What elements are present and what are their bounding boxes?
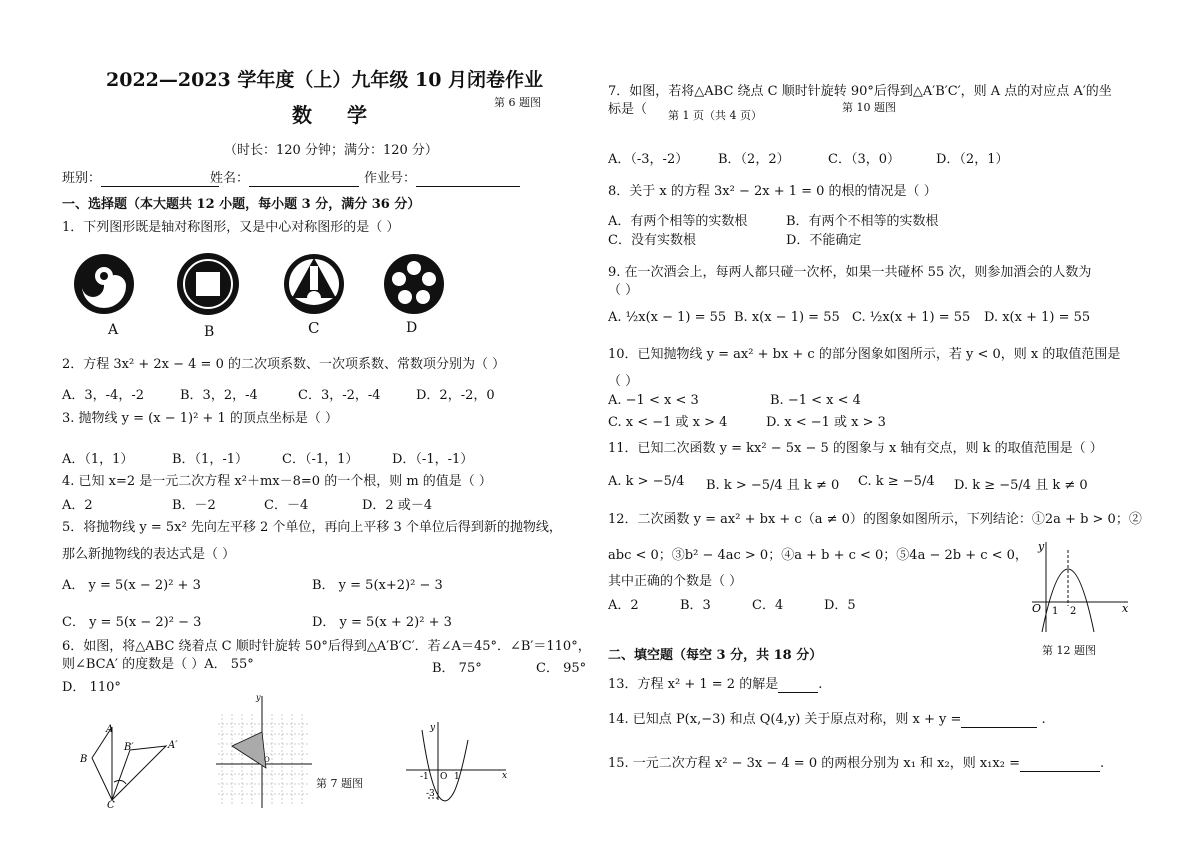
- q6-fig-label-a: A: [106, 724, 114, 735]
- q8-text: 8．关于 x 的方程 3x² − 2x + 1 = 0 的根的情况是（ ）: [608, 184, 937, 199]
- q10-option-c[interactable]: C. x < −1 或 x > 4: [608, 415, 728, 430]
- q10-figure: [402, 716, 514, 802]
- q9-option-c[interactable]: C. ½x(x + 1) = 55: [852, 310, 971, 325]
- q12-text-2: abc < 0；③b² − 4ac > 0；④a + b + c < 0；⑤4a − 2b + c < 0，: [608, 548, 1028, 563]
- q6-fig-label-a2: A′: [168, 740, 178, 751]
- q1-figures: [66, 250, 446, 340]
- exam-title: 2022—2023 学年度（上）九年级 10 月闭卷作业: [106, 69, 544, 91]
- q12-option-c[interactable]: C．4: [752, 598, 784, 613]
- q12-option-d[interactable]: D．5: [824, 598, 856, 613]
- q1-label-a: A: [108, 322, 119, 338]
- q10-fig-x: x: [502, 771, 508, 781]
- section1-heading: 一、选择题（本大题共 12 小题，每小题 3 分，满分 36 分）: [62, 197, 421, 212]
- q12-fig-x: x: [1122, 602, 1129, 615]
- q7-text: 7．如图，若将△ABC 绕点 C 顺时针旋转 90°后得到△A′B′C′，则 A 点的对应点 A′的坐: [608, 84, 1112, 99]
- q12-fig-two: 2: [1070, 606, 1077, 617]
- q6-option-d[interactable]: D． 110°: [62, 680, 121, 695]
- q5-option-a[interactable]: A． y = 5(x − 2)² + 3: [62, 578, 201, 593]
- q12-text: 12．二次函数 y = ax² + bx + c（a ≠ 0）的图象如图所示，下列结论：①2a + b > 0；②: [608, 512, 1142, 527]
- q12-option-a[interactable]: A．2: [608, 598, 639, 613]
- q8-option-c[interactable]: C．没有实数根: [608, 233, 696, 248]
- q12-fig-caption: 第 12 题图: [1042, 644, 1096, 657]
- q6-text: 6．如图，将△ABC 绕着点 C 顺时针旋转 50°后得到△A′B′C′．若∠A＝45°．∠B′＝110°，: [62, 639, 591, 654]
- q14-row: 14. 已知点 P(x,−3) 和点 Q(4,y) 关于原点对称，则 x + y = .: [608, 712, 1046, 727]
- q2-option-a[interactable]: A．3，-4，-2: [62, 388, 144, 403]
- q9-text: 9. 在一次酒会上，每两人都只碰一次杯，如果一共碰杯 55 次，则参加酒会的人数为: [608, 265, 1092, 280]
- q14-answer-blank[interactable]: [961, 714, 1037, 728]
- q3-option-b[interactable]: B．（1，-1）: [172, 452, 248, 467]
- q6-figure: [70, 720, 200, 810]
- q10-text-2: （ ）: [608, 374, 639, 389]
- q2-text: 2．方程 3x² + 2x − 4 = 0 的二次项系数、一次项系数、常数项分别为（ ）: [62, 357, 506, 372]
- q3-option-c[interactable]: C．（-1，1）: [282, 452, 359, 467]
- name-label: 姓名：: [210, 171, 250, 186]
- q1-label-d: D: [406, 320, 418, 336]
- q12-fig-y: y: [1038, 540, 1045, 553]
- q5-option-c[interactable]: C． y = 5(x − 2)² − 3: [62, 615, 202, 630]
- q9-option-d[interactable]: D. x(x + 1) = 55: [984, 310, 1091, 325]
- q2-option-b[interactable]: B．3，2，-4: [180, 388, 258, 403]
- q12-option-b[interactable]: B．3: [680, 598, 711, 613]
- fig10-tag: 第 10 题图: [842, 101, 896, 114]
- q7-option-a[interactable]: A．（-3，-2）: [608, 152, 689, 167]
- q9-option-b[interactable]: B. x(x − 1) = 55: [734, 310, 840, 325]
- q11-text: 11．已知二次函数 y = kx² − 5x − 5 的图象与 x 轴有交点，则 k 的取值范围是（ ）: [608, 441, 1103, 456]
- q13-row: 13．方程 x² + 1 = 2 的解是 .: [608, 677, 823, 692]
- q7-option-d[interactable]: D．（2，1）: [936, 152, 1009, 167]
- q10-option-a[interactable]: A. −1 < x < 3: [608, 393, 699, 408]
- q4-option-a[interactable]: A．2: [62, 498, 93, 513]
- q11-option-d[interactable]: D. k ≥ −5/4 且 k ≠ 0: [954, 478, 1088, 493]
- q1-figure-a-icon: [74, 254, 134, 314]
- q12-figure: [1028, 536, 1138, 636]
- q3-option-d[interactable]: D．（-1，-1）: [392, 452, 474, 467]
- q13-text: 13．方程 x² + 1 = 2 的解是: [608, 677, 779, 692]
- section2-heading: 二、填空题（每空 3 分，共 18 分）: [608, 648, 823, 663]
- q14-text: 14. 已知点 P(x,−3) 和点 Q(4,y) 关于原点对称，则 x + y =: [608, 712, 962, 727]
- page-footer: 第 1 页（共 4 页）: [668, 109, 762, 122]
- q7-fig-caption: 第 7 题图: [316, 777, 363, 790]
- homework-no-label: 作业号：: [364, 171, 417, 186]
- name-field[interactable]: [210, 171, 359, 187]
- q2-option-c[interactable]: C．3，-2，-4: [298, 388, 381, 403]
- q15-answer-blank[interactable]: [1020, 758, 1100, 772]
- q1-figure-b-icon: [177, 253, 239, 315]
- q3-text: 3. 抛物线 y = (x − 1)² + 1 的顶点坐标是（ ）: [62, 411, 338, 426]
- q6-fig-label-b: B: [80, 754, 88, 765]
- q11-option-a[interactable]: A. k > −5/4: [608, 474, 685, 489]
- class-field[interactable]: [62, 171, 219, 187]
- class-label: 班别：: [62, 171, 102, 186]
- q5-option-d[interactable]: D． y = 5(x + 2)² + 3: [312, 615, 452, 630]
- homework-no-field[interactable]: [364, 171, 520, 187]
- q10-fig-y: y: [430, 723, 436, 733]
- q13-answer-blank[interactable]: [778, 679, 818, 693]
- q1-label-c: C: [308, 319, 320, 337]
- q10-fig-neg1: -1: [420, 772, 429, 782]
- q5-text: 5．将抛物线 y = 5x² 先向左平移 2 个单位，再向上平移 3 个单位后得到新的抛物线，: [62, 520, 562, 535]
- q9-option-a[interactable]: A. ½x(x − 1) = 55: [608, 310, 727, 325]
- q7-option-c[interactable]: C．（3，0）: [828, 152, 900, 167]
- q6-fig-label-b2: B′: [124, 742, 134, 753]
- q7-figure: [214, 692, 314, 810]
- q10-fig-neg3: -3: [426, 789, 435, 799]
- svg-text:O: O: [264, 756, 270, 764]
- q15-text: 15. 一元二次方程 x² − 3x − 4 = 0 的两根分别为 x₁ 和 x₂，则 x₁x₂ =: [608, 756, 1020, 771]
- q6-fig-label-c: C: [107, 800, 115, 810]
- q4-option-b[interactable]: B．－2: [172, 498, 216, 513]
- q6-option-b[interactable]: B． 75°: [432, 661, 482, 676]
- exam-duration: （时长：120 分钟；满分：120 分）: [224, 143, 438, 158]
- q5-text-2: 那么新抛物线的表达式是（ ）: [62, 547, 236, 562]
- q10-fig-one: 1: [454, 772, 460, 782]
- q9-text-2: （ ）: [608, 283, 639, 298]
- q15-row: 15. 一元二次方程 x² − 3x − 4 = 0 的两根分别为 x₁ 和 x₂，则 x₁x₂ = .: [608, 756, 1105, 771]
- svg-text:y: y: [256, 693, 261, 702]
- q8-option-b[interactable]: B．有两个不相等的实数根: [786, 214, 939, 229]
- q12-text-3: 其中正确的个数是（ ）: [608, 574, 743, 589]
- q1-figure-d-icon: [384, 254, 444, 314]
- q6-option-c[interactable]: C． 95°: [536, 661, 587, 676]
- q4-text: 4. 已知 x=2 是一元二次方程 x²＋mx－8=0 的一个根，则 m 的值是（ ）: [62, 474, 492, 489]
- q5-option-b[interactable]: B． y = 5(x+2)² − 3: [312, 578, 443, 593]
- q10-option-d[interactable]: D. x < −1 或 x > 3: [766, 415, 886, 430]
- q10-text: 10．已知抛物线 y = ax² + bx + c 的部分图象如图所示，若 y < 0，则 x 的取值范围是: [608, 347, 1121, 362]
- q1-label-b: B: [204, 324, 215, 340]
- q12-fig-one: 1: [1052, 606, 1059, 617]
- q4-option-d[interactable]: D．2 或－4: [362, 498, 433, 513]
- q10-option-b[interactable]: B. −1 < x < 4: [770, 393, 861, 408]
- q1-text: 1．下列图形既是轴对称图形，又是中心对称图形的是（ ）: [62, 220, 400, 235]
- q11-option-c[interactable]: C. k ≥ −5/4: [858, 474, 935, 489]
- q7-option-b[interactable]: B．（2，2）: [718, 152, 790, 167]
- subject-title: 数 学: [292, 103, 381, 127]
- q8-option-a[interactable]: A．有两个相等的实数根: [608, 214, 748, 229]
- q12-fig-o: O: [1032, 602, 1042, 615]
- q11-option-b[interactable]: B. k > −5/4 且 k ≠ 0: [706, 478, 840, 493]
- q8-option-d[interactable]: D．不能确定: [786, 233, 862, 248]
- q2-option-d[interactable]: D．2，-2，0: [416, 388, 495, 403]
- q7-text-2: 标是（: [608, 102, 648, 117]
- q6-text-2: 则∠BCA′ 的度数是（ ）A． 55°: [62, 657, 254, 672]
- q4-option-c[interactable]: C．－4: [264, 498, 309, 513]
- fig6-tag: 第 6 题图: [494, 96, 541, 109]
- q1-figure-c-icon: [284, 254, 344, 314]
- q3-option-a[interactable]: A．（1，1）: [62, 452, 134, 467]
- q10-fig-o: O: [440, 772, 448, 782]
